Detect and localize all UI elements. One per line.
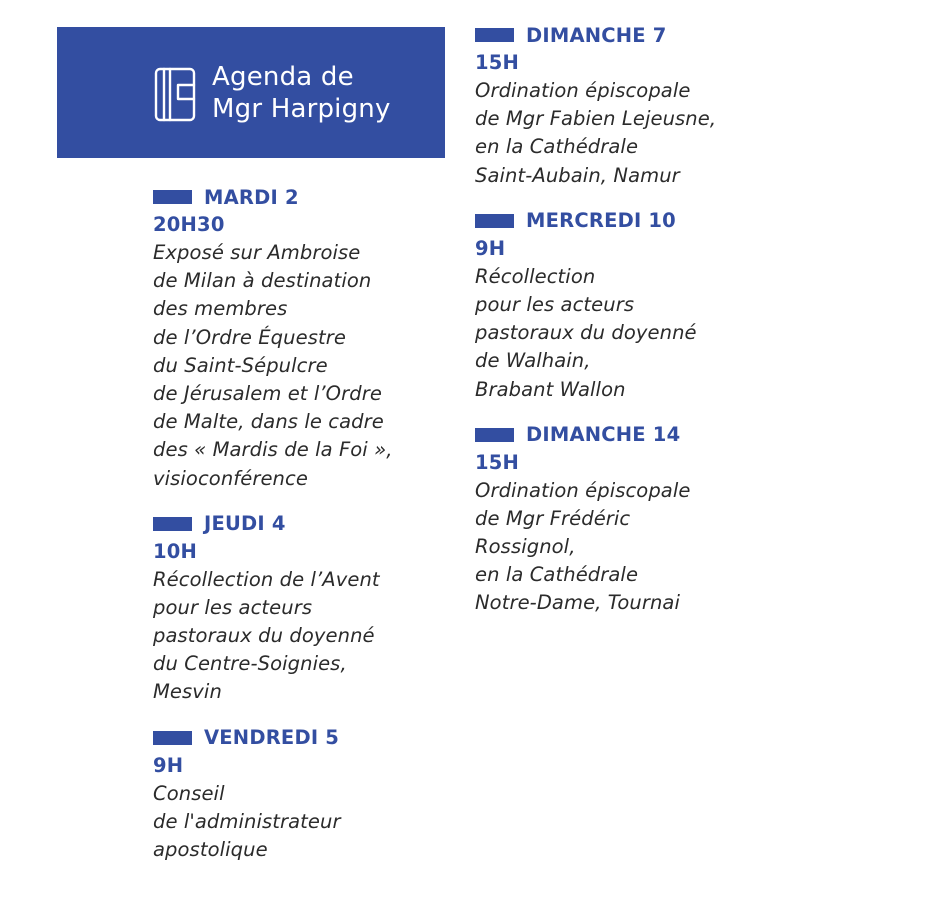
event-description-line: Ordination épiscopale	[475, 478, 691, 502]
event-description	[153, 566, 453, 707]
event-day	[475, 207, 805, 235]
event-day-label: MERCREDI 10	[526, 209, 676, 233]
agenda-event	[475, 21, 805, 190]
agenda-event	[475, 421, 805, 618]
event-description-line: Récollection	[475, 264, 596, 288]
event-description-line: Brabant Wallon	[475, 377, 626, 401]
day-marker-bar	[475, 214, 514, 228]
event-day-label: DIMANCHE 14	[526, 423, 681, 447]
event-description-line: Rossignol,	[475, 535, 576, 559]
day-marker-bar	[153, 190, 192, 204]
event-description-line: des « Mardis de la Foi »,	[153, 438, 393, 462]
event-description-line: de Mgr Fabien Lejeusne,	[475, 107, 717, 131]
event-description-line: en la Cathédrale	[475, 135, 639, 159]
agenda-event	[153, 724, 453, 865]
event-description-line: Mesvin	[153, 680, 222, 704]
event-description-line: du Saint-Sépulcre	[153, 353, 328, 377]
event-day-label: JEUDI 4	[204, 512, 286, 536]
day-marker-bar	[153, 731, 192, 745]
event-description-line: de Malte, dans le cadre	[153, 410, 384, 434]
event-description-line: apostolique	[153, 838, 268, 861]
event-time: 20H30	[153, 213, 225, 236]
event-description-line: de Walhain,	[475, 349, 591, 373]
agenda-header	[57, 27, 445, 158]
event-description-line: Conseil	[153, 781, 225, 805]
event-day	[153, 724, 453, 752]
agenda-book-icon	[154, 67, 196, 122]
event-day	[475, 421, 805, 449]
event-description-line: de l’Ordre Équestre	[153, 325, 346, 349]
event-time: 15H	[475, 450, 520, 474]
event-description	[475, 477, 805, 618]
event-description-line: de l'administrateur	[153, 809, 341, 833]
event-description-line: Saint-Aubain, Namur	[475, 163, 680, 187]
event-day-label: DIMANCHE 7	[526, 23, 667, 47]
event-description	[153, 780, 453, 865]
event-description-line: de Milan à destination	[153, 269, 372, 293]
event-day	[153, 183, 453, 211]
agenda-event	[153, 183, 453, 493]
event-description-line: Ordination épiscopale	[475, 79, 691, 102]
event-description-line: de Jérusalem et l’Ordre	[153, 381, 382, 405]
day-marker-bar	[475, 428, 514, 442]
event-description-line: pour les acteurs	[475, 292, 635, 316]
left-column	[153, 183, 453, 881]
event-time: 9H	[153, 753, 184, 777]
event-day-label: MARDI 2	[204, 185, 299, 209]
day-marker-bar	[153, 517, 192, 531]
event-description-line: de Mgr Frédéric	[475, 506, 631, 530]
event-description	[475, 263, 805, 404]
event-day-label: VENDREDI 5	[204, 726, 340, 750]
event-description	[153, 239, 453, 493]
right-column	[475, 21, 805, 635]
event-description-line: pastoraux du doyenné	[153, 624, 375, 648]
event-description	[475, 77, 805, 190]
title-line-2: Mgr Harpigny	[212, 94, 391, 124]
event-description-line: des membres	[153, 297, 288, 321]
event-description-line: Récollection de l’Avent	[153, 567, 380, 591]
agenda-event	[153, 510, 453, 707]
event-time: 9H	[475, 236, 506, 260]
event-description-line: Exposé sur Ambroise	[153, 241, 361, 264]
title-line-1: Agenda de	[212, 62, 354, 92]
page-title	[212, 61, 391, 125]
event-description-line: visioconférence	[153, 466, 308, 490]
event-day	[153, 510, 453, 538]
event-description-line: en la Cathédrale	[475, 563, 639, 587]
day-marker-bar	[475, 28, 514, 42]
agenda-event	[475, 207, 805, 404]
event-description-line: pastoraux du doyenné	[475, 321, 697, 345]
event-description-line: du Centre-Soignies,	[153, 652, 347, 676]
event-description-line: pour les acteurs	[153, 595, 313, 619]
event-time: 10H	[153, 539, 198, 563]
event-description-line: Notre-Dame, Tournai	[475, 591, 681, 615]
event-time: 15H	[475, 51, 520, 74]
event-day	[475, 21, 805, 49]
